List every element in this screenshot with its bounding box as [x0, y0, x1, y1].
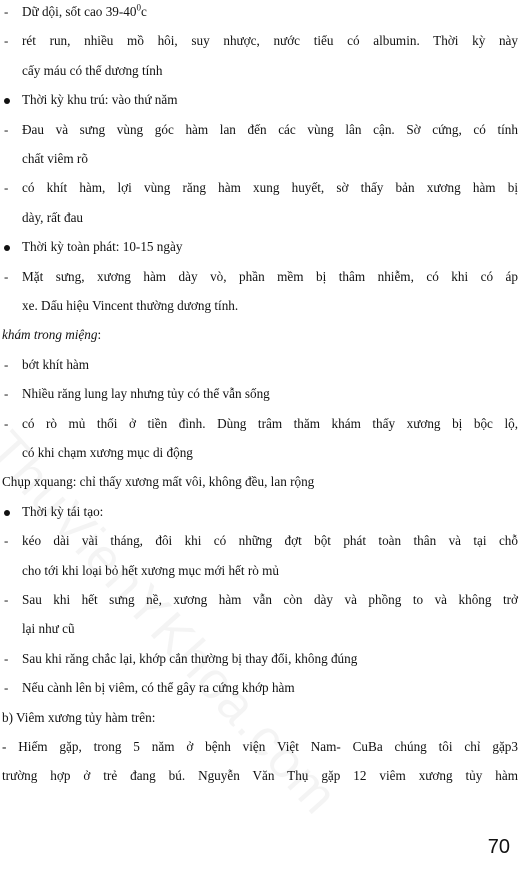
- text-line: [22, 592, 518, 608]
- text-span: dày, rất đau: [22, 210, 84, 225]
- text-span: Thời kỳ khu trú: vào thứ năm: [22, 92, 178, 107]
- text-line: [22, 651, 518, 667]
- text-line: [22, 122, 518, 138]
- dash-marker: -: [4, 533, 9, 548]
- text-span: Nếu cành lên bị viêm, có thể gây ra cứng khớp hàm: [22, 680, 295, 695]
- dash-marker: -: [4, 680, 9, 695]
- dash-marker: -: [4, 651, 9, 666]
- text-line: [22, 416, 518, 432]
- text-span: có rò mủ thối ở tiền đình. Dùng trâm thăm khám thấy xương bị bộc lộ,: [22, 416, 518, 431]
- bullet-icon: [4, 98, 10, 104]
- dash-marker: -: [4, 386, 9, 401]
- text-line: [22, 33, 518, 49]
- text-line: [22, 63, 518, 79]
- text-line: [22, 357, 518, 373]
- text-span: bớt khít hàm: [22, 357, 90, 372]
- dash-marker: -: [4, 122, 9, 137]
- dash-marker: -: [4, 357, 9, 372]
- bullet-icon: [4, 510, 10, 516]
- text-span: :: [97, 327, 102, 342]
- text-line: [22, 504, 518, 520]
- text-line: [22, 533, 518, 549]
- text-span: Sau khi hết sưng nề, xương hàm vẫn còn dày và phồng to và không trở: [22, 592, 518, 607]
- text-line: [22, 239, 518, 255]
- text-span: Sau khi răng chắc lại, khớp cắn thường bị thay đổi, không đúng: [22, 651, 358, 666]
- text-line: [2, 474, 518, 490]
- text-span: Thời kỳ tái tạo:: [22, 504, 104, 519]
- dash-marker: -: [4, 180, 9, 195]
- text-span: có khi chạm xương mục di động: [22, 445, 193, 460]
- superscript: 0: [136, 2, 141, 13]
- text-span: - Hiếm gặp, trong 5 năm ở bệnh viện Việt Nam- CuBa chúng tôi chỉ gặp3: [2, 739, 518, 754]
- italic-heading: khám trong miệng: [2, 327, 98, 342]
- text-line: [22, 563, 518, 579]
- text-line: [22, 445, 518, 461]
- text-line: [22, 298, 518, 314]
- text-span: lại như cũ: [22, 621, 75, 636]
- page-number: 70: [487, 836, 510, 858]
- text-line: [22, 180, 518, 196]
- dash-marker: -: [4, 592, 9, 607]
- text-line: [22, 386, 518, 402]
- text-span: có khít hàm, lợi vùng răng hàm xung huyết, sờ thấy bản xương hàm bị: [22, 180, 518, 195]
- text-line: [2, 768, 518, 784]
- dash-marker: -: [4, 33, 9, 48]
- text-line: [2, 739, 518, 755]
- text-span: Mặt sưng, xương hàm dày vò, phần mềm bị thâm nhiễm, có khi có áp: [22, 269, 518, 284]
- text-line: [22, 621, 518, 637]
- text-span: Chụp xquang: chỉ thấy xương mất vôi, không đều, lan rộng: [2, 474, 315, 489]
- text-span: Thời kỳ toàn phát: 10-15 ngày: [22, 239, 183, 254]
- dash-marker: -: [4, 269, 9, 284]
- bullet-icon: [4, 245, 10, 251]
- dash-marker: -: [4, 416, 9, 431]
- text-span: cho tới khi loại bỏ hết xương mục mới hết rò mủ: [22, 563, 279, 578]
- text-line: [22, 151, 518, 167]
- text-span: b) Viêm xương tủy hàm trên:: [2, 710, 156, 725]
- text-span: xe. Dấu hiệu Vincent thường dương tính.: [22, 298, 239, 313]
- text-line: [22, 92, 518, 108]
- text-line: [2, 327, 518, 343]
- text-span: Nhiều răng lung lay nhưng tủy có thể vẫn sống: [22, 386, 270, 401]
- text-line: [22, 680, 518, 696]
- text-span: trường hợp ở trẻ đang bú. Nguyễn Văn Thụ gặp 12 viêm xương tủy hàm: [2, 768, 518, 783]
- text-span: chất viêm rõ: [22, 151, 88, 166]
- text-line: [2, 710, 518, 726]
- dash-marker: -: [4, 4, 9, 19]
- text-span: rét run, nhiều mồ hôi, suy nhược, nước tiểu có albumin. Thời kỳ này: [22, 33, 518, 48]
- text-line: [22, 269, 518, 285]
- text-span: Dữ dội, sốt cao 39-40: [22, 4, 137, 19]
- text-span: kéo dài vài tháng, đôi khi có những đợt bột phát toàn thân và tại chỗ: [22, 533, 518, 548]
- text-span: cấy máu có thể dương tính: [22, 63, 163, 78]
- text-span: c: [140, 4, 147, 19]
- text-line: [22, 210, 518, 226]
- text-span: Đau và sưng vùng góc hàm lan đến các vùng lân cận. Sờ cứng, có tính: [22, 122, 518, 137]
- text-line: [22, 4, 518, 20]
